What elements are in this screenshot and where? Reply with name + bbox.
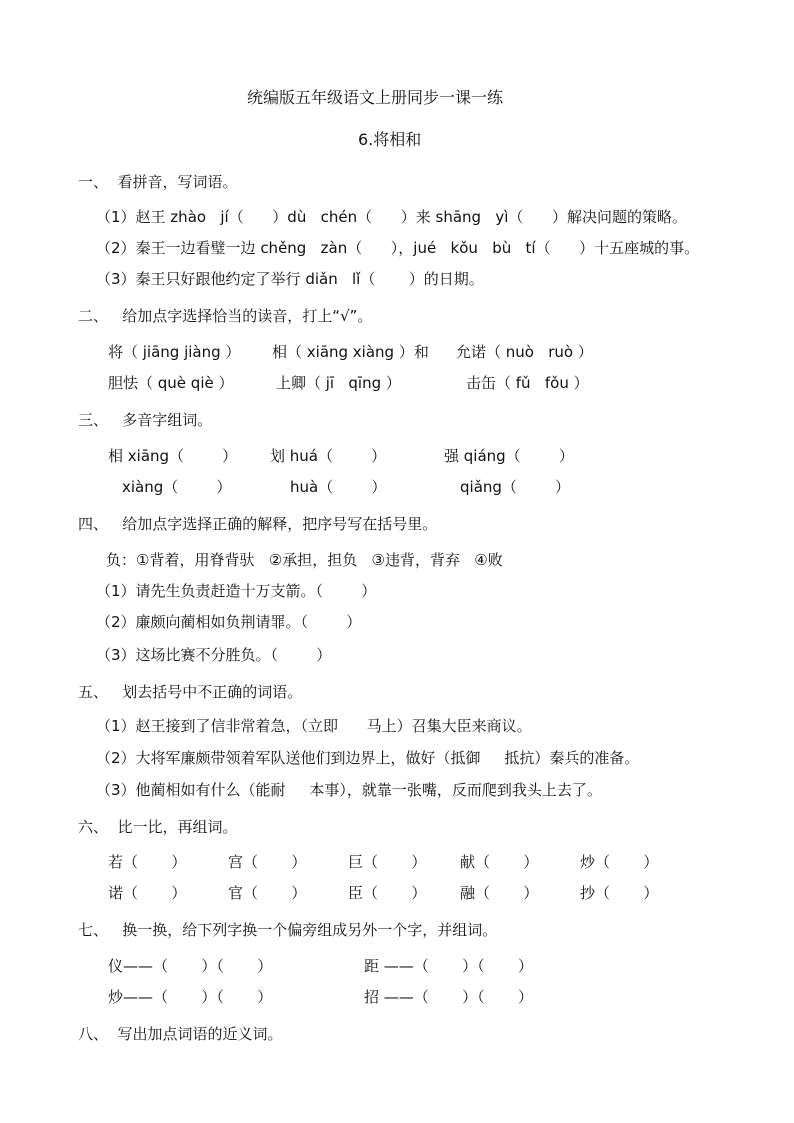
section-6-item: 官（ ） bbox=[228, 884, 307, 902]
worksheet-title: 统编版五年级语文上册同步一课一练 bbox=[247, 88, 504, 107]
section-4-heading: 四、 给加点字选择正确的解释，把序号写在括号里。 bbox=[78, 515, 438, 533]
section-8-heading: 八、 写出加点词语的近义词。 bbox=[78, 1025, 283, 1043]
section-2-option: 胆怯（ què qiè ） bbox=[108, 374, 234, 392]
section-6-item: 抄（ ） bbox=[580, 884, 659, 902]
section-2-option: 击缶（ fǔ fǒu ） bbox=[466, 374, 589, 392]
section-6-item: 炒（ ） bbox=[580, 853, 659, 871]
section-7-item: 仪——（ ）（ ） bbox=[108, 957, 273, 975]
section-3-item: qiǎng（ ） bbox=[460, 478, 571, 496]
section-6-item: 若（ ） bbox=[108, 853, 187, 871]
section-5-item: （1）赵王接到了信非常着急，（立即 马上）召集大臣来商议。 bbox=[96, 717, 532, 735]
section-2-option: 相（ xiāng xiàng ）和 bbox=[272, 343, 429, 361]
section-6-item: 融（ ） bbox=[460, 884, 539, 902]
section-4-item: （3）这场比赛不分胜负。（ ） bbox=[96, 646, 332, 664]
section-5-heading: 五、 划去括号中不正确的词语。 bbox=[78, 683, 303, 701]
section-3-item: 相 xiāng（ ） bbox=[108, 447, 238, 465]
section-1-item: （1）赵王 zhào jí（ ）dù chén（ ）来 shāng yì（ ）解决问题的策略。 bbox=[96, 208, 688, 226]
section-2-option: 上卿（ jī qīng ） bbox=[276, 374, 401, 392]
section-3-item: 强 qiáng（ ） bbox=[444, 447, 574, 465]
section-5-item: （2）大将军廉颇带领着军队送他们到边界上，做好（抵御 抵抗）秦兵的准备。 bbox=[96, 749, 640, 767]
section-3-heading: 三、 多音字组词。 bbox=[78, 411, 213, 429]
section-2-option: 允诺（ nuò ruò ） bbox=[456, 343, 593, 361]
section-3-item: xiàng（ ） bbox=[122, 478, 232, 496]
section-4-options: 负：①背着，用脊背驮 ②承担，担负 ③违背，背弃 ④败 bbox=[106, 551, 503, 569]
section-7-item: 炒——（ ）（ ） bbox=[108, 988, 273, 1006]
section-1-item: （3）秦王只好跟他约定了举行 diǎn lǐ（ ）的日期。 bbox=[96, 270, 484, 288]
section-7-heading: 七、 换一换，给下列字换一个偏旁组成另外一个字，并组词。 bbox=[78, 921, 498, 939]
section-7-item: 招 ——（ ）（ ） bbox=[364, 988, 534, 1006]
section-6-item: 臣（ ） bbox=[348, 884, 427, 902]
section-4-item: （2）廉颇向蔺相如负荆请罪。（ ） bbox=[96, 613, 362, 631]
section-4-item: （1）请先生负责赶造十万支箭。（ ） bbox=[96, 582, 377, 600]
section-6-item: 献（ ） bbox=[460, 853, 539, 871]
section-2-option: 将（ jiāng jiàng ） bbox=[108, 343, 241, 361]
lesson-title: 6.将相和 bbox=[358, 130, 422, 149]
section-3-item: 划 huá（ ） bbox=[270, 447, 387, 465]
section-5-item: （3）他蔺相如有什么（能耐 本事），就靠一张嘴，反而爬到我头上去了。 bbox=[96, 781, 602, 799]
section-6-item: 宫（ ） bbox=[228, 853, 307, 871]
section-7-item: 距 ——（ ）（ ） bbox=[364, 957, 534, 975]
section-2-heading: 二、 给加点字选择恰当的读音，打上“√”。 bbox=[78, 307, 373, 325]
section-1-item: （2）秦王一边看璧一边 chěng zàn（ ），jué kǒu bù tí（ ）十五座城的事。 bbox=[96, 239, 700, 257]
section-3-item: huà（ ） bbox=[290, 478, 387, 496]
section-1-heading: 一、 看拼音，写词语。 bbox=[78, 173, 238, 191]
section-6-item: 诺（ ） bbox=[108, 884, 187, 902]
section-6-item: 巨（ ） bbox=[348, 853, 427, 871]
section-6-heading: 六、 比一比，再组词。 bbox=[78, 818, 238, 836]
